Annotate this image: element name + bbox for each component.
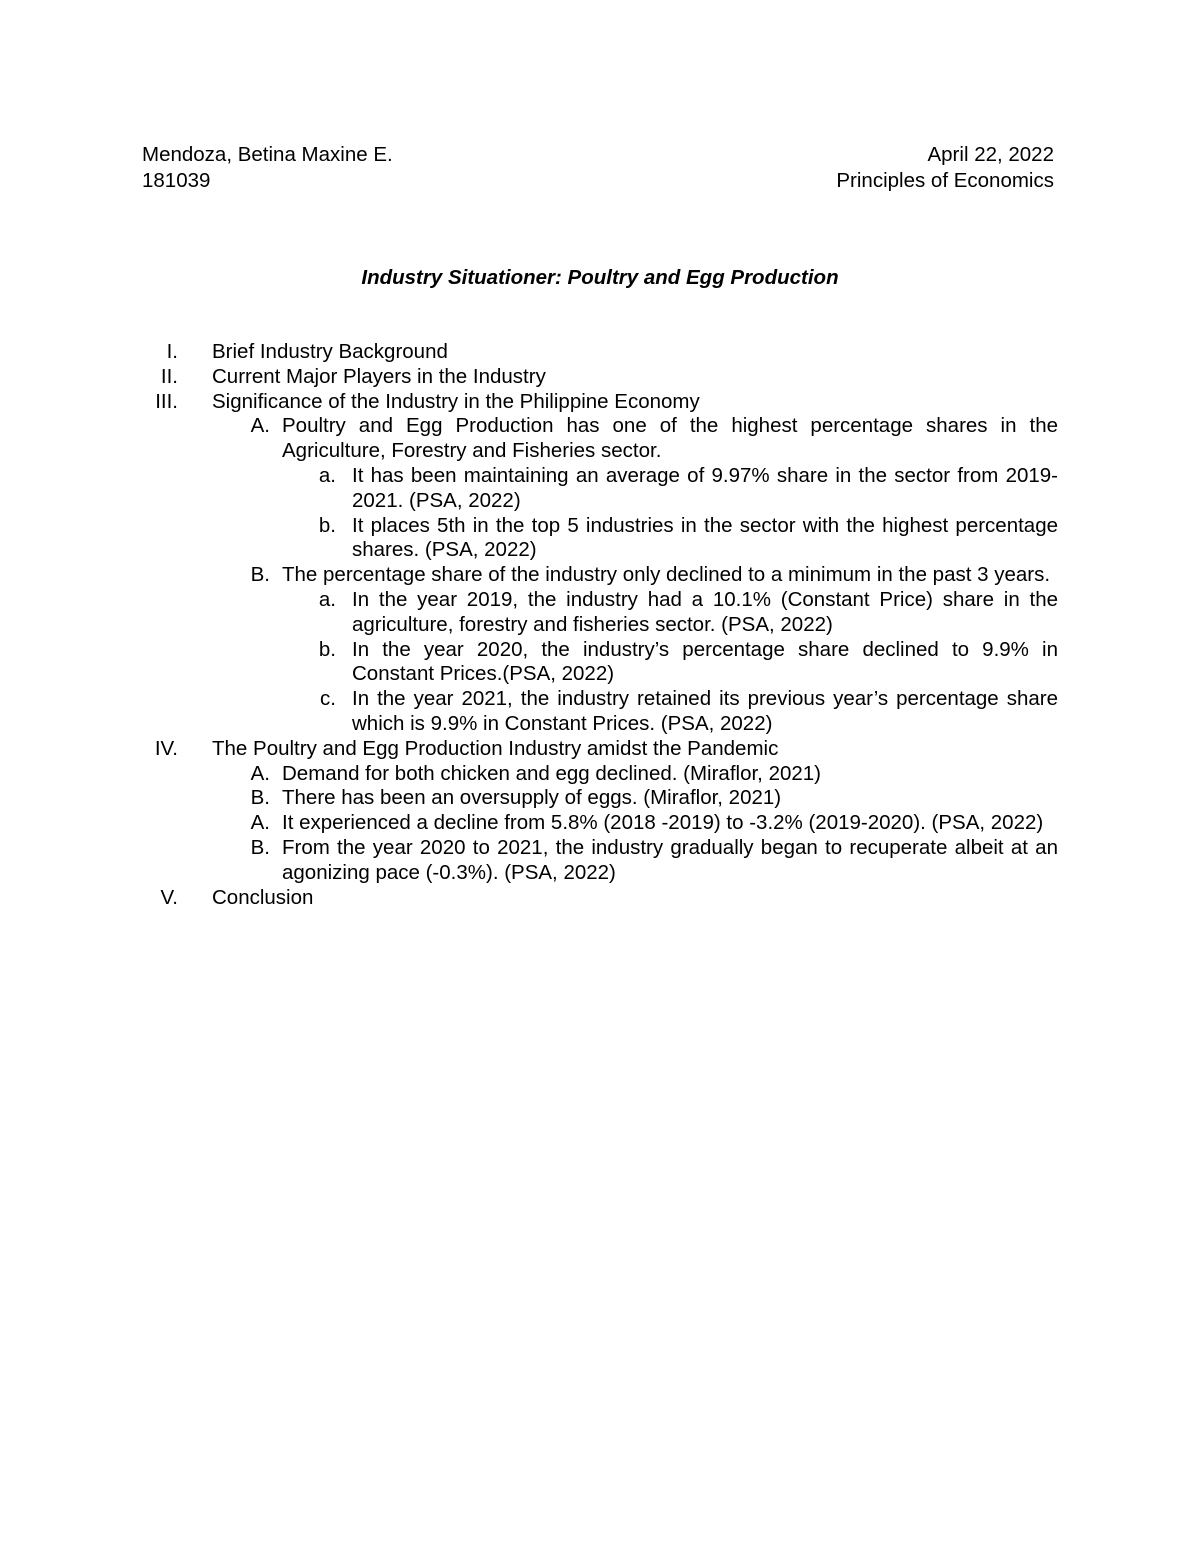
outline-item	[0, 365, 1200, 390]
outline-marker: A.	[250, 811, 270, 835]
header-right	[836, 142, 1054, 194]
outline-item	[0, 414, 1200, 464]
outline-text: The Poultry and Egg Production Industry amidst the Pandemic	[212, 736, 779, 760]
outline-marker: A.	[250, 414, 270, 438]
outline-item	[0, 762, 1200, 787]
outline-item	[0, 390, 1200, 415]
outline	[0, 340, 1200, 910]
outline-item	[0, 514, 1200, 564]
outline-marker: I.	[166, 340, 178, 363]
outline-marker: IV.	[154, 736, 178, 760]
outline-text: In the year 2020, the industry’s percentage share declined to 9.9% in Constant Prices.(PSA, 2022)	[352, 637, 1058, 686]
outline-marker: II.	[160, 364, 178, 388]
outline-marker: B.	[250, 563, 270, 587]
outline-text: There has been an oversupply of eggs. (Miraflor, 2021)	[282, 786, 782, 810]
outline-text: Demand for both chicken and egg declined. (Miraflor, 2021)	[282, 761, 822, 785]
outline-marker: A.	[250, 761, 270, 785]
header-left	[142, 142, 393, 194]
outline-text: It experienced a decline from 5.8% (2018 -2019) to -3.2% (2019-2020). (PSA, 2022)	[282, 811, 1044, 835]
outline-item	[0, 811, 1200, 836]
outline-item	[0, 638, 1200, 688]
outline-marker: b.	[318, 637, 336, 661]
outline-text: Conclusion	[212, 885, 314, 909]
outline-text: In the year 2019, the industry had a 10.1% (Constant Price) share in the agriculture, forestry and fisheries sector. (PSA, 2022)	[352, 587, 1058, 636]
outline-item	[0, 563, 1200, 588]
outline-item	[0, 340, 1200, 365]
outline-text: Current Major Players in the Industry	[212, 364, 546, 388]
document-title: Industry Situationer: Poultry and Egg Production	[361, 266, 839, 289]
outline-text: The percentage share of the industry only declined to a minimum in the past 3 years.	[282, 563, 1051, 587]
outline-marker: a.	[318, 463, 336, 487]
outline-marker: V.	[160, 885, 178, 909]
outline-marker: B.	[250, 835, 270, 859]
outline-item	[0, 588, 1200, 638]
outline-marker: b.	[318, 513, 336, 537]
outline-text: In the year 2021, the industry retained its previous year’s percentage share which is 9.9% in Constant Prices. (PSA, 2022)	[352, 687, 1058, 735]
outline-text: Brief Industry Background	[212, 340, 448, 363]
course-name: Principles of Economics	[836, 169, 1054, 192]
outline-item	[0, 687, 1200, 737]
outline-text: It places 5th in the top 5 industries in the sector with the highest percentage shares. (PSA, 2022)	[352, 513, 1058, 562]
document-date: April 22, 2022	[927, 143, 1054, 166]
outline-text: Significance of the Industry in the Philippine Economy	[212, 389, 700, 413]
outline-text: From the year 2020 to 2021, the industry gradually began to recuperate albeit at an agonizing pace (-0.3%). (PSA, 2022)	[282, 835, 1058, 884]
outline-item	[0, 786, 1200, 811]
outline-marker: B.	[250, 786, 270, 810]
outline-marker: c.	[320, 687, 336, 711]
outline-item	[0, 737, 1200, 762]
outline-marker: III.	[155, 389, 178, 413]
student-id: 181039	[142, 169, 211, 192]
outline-text: Poultry and Egg Production has one of the highest percentage shares in the Agriculture, Forestry and Fisheries sector.	[282, 414, 1058, 463]
author-name: Mendoza, Betina Maxine E.	[142, 143, 393, 166]
outline-item	[0, 464, 1200, 514]
outline-text: It has been maintaining an average of 9.97% share in the sector from 2019-2021. (PSA, 2022)	[352, 463, 1058, 512]
outline-item	[0, 836, 1200, 886]
outline-marker: a.	[318, 587, 336, 611]
outline-item	[0, 886, 1200, 911]
